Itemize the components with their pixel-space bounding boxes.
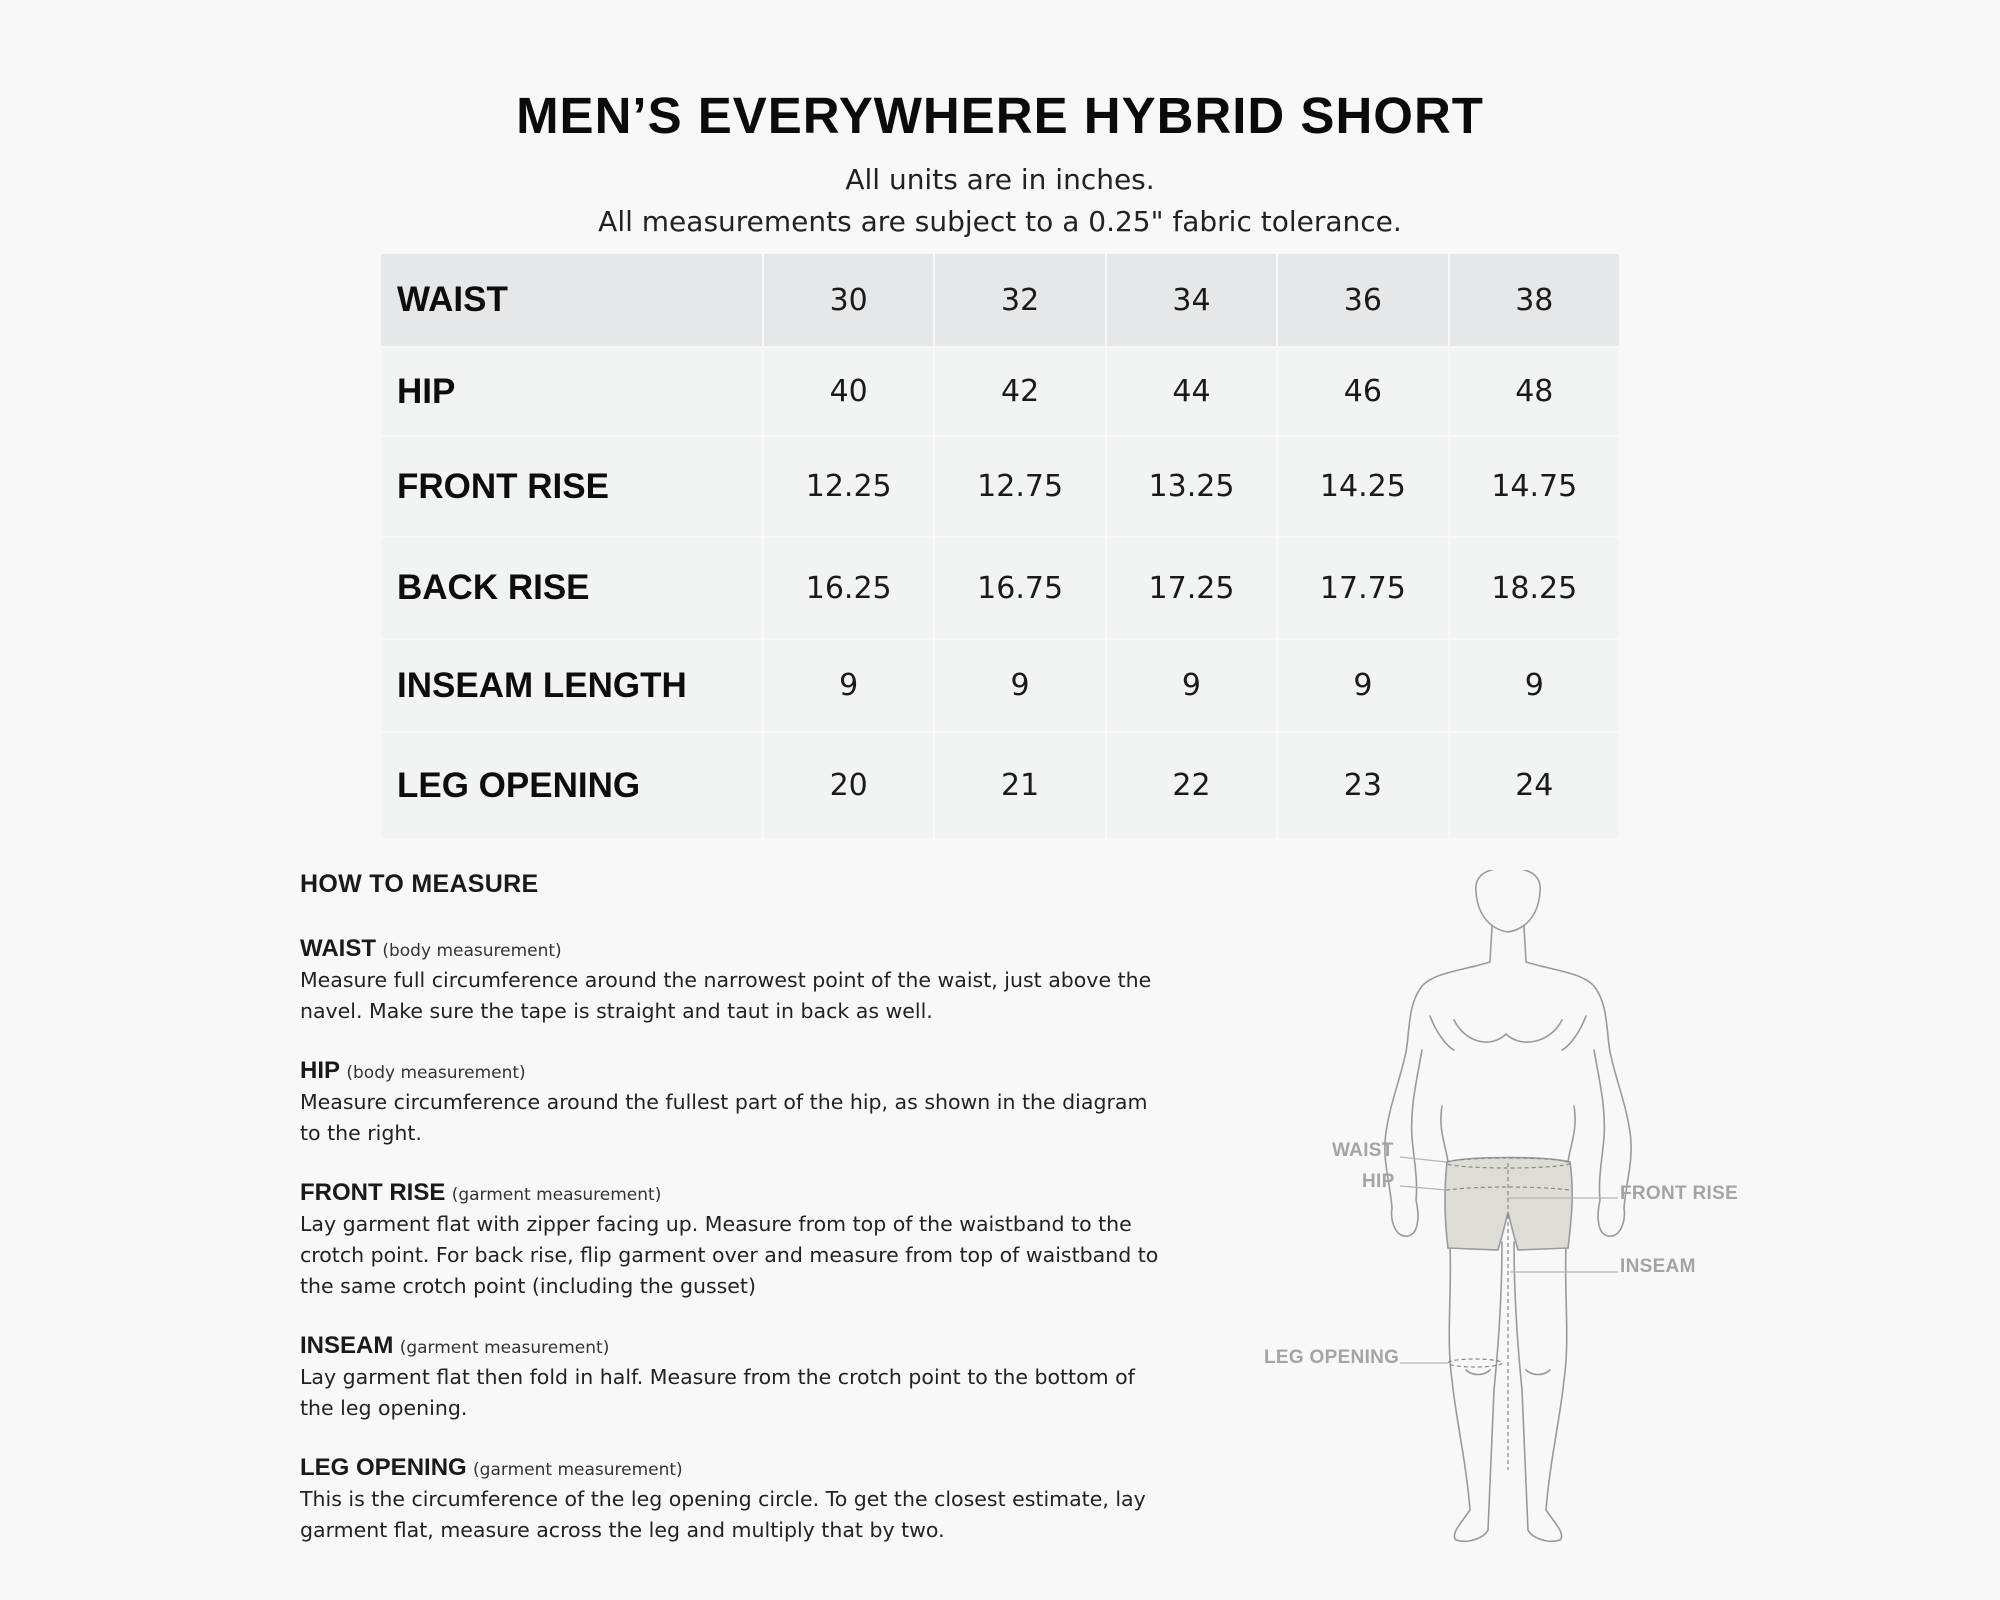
table-cell: 17.75 (1278, 538, 1447, 638)
measure-description: Lay garment flat then fold in half. Measure from the crotch point to the bottom of the leg opening. (300, 1365, 1135, 1420)
table-cell: 38 (1450, 254, 1619, 346)
table-cell: 32 (935, 254, 1104, 346)
table-cell: 40 (764, 348, 933, 435)
measure-type: (garment measurement) (399, 1338, 610, 1358)
measure-item-inseam (300, 1332, 1160, 1424)
table-cell: 48 (1450, 348, 1619, 435)
row-label: BACK RISE (381, 538, 762, 638)
figure-label-hip: HIP (1362, 1171, 1395, 1192)
measure-item-leg-opening (300, 1454, 1160, 1546)
table-cell: 18.25 (1450, 538, 1619, 638)
table-row (381, 538, 1619, 638)
table-cell: 30 (764, 254, 933, 346)
table-cell: 9 (935, 640, 1104, 731)
measure-name: INSEAM (300, 1332, 394, 1359)
measure-type: (body measurement) (382, 941, 562, 961)
measure-description: This is the circumference of the leg opening circle. To get the closest estimate, lay garment flat, measure across the leg and multiply that by two. (300, 1487, 1146, 1542)
table-row (381, 640, 1619, 731)
measure-item-front-rise (300, 1179, 1160, 1302)
table-cell: 14.25 (1278, 437, 1447, 536)
table-cell: 9 (1107, 640, 1276, 731)
table-cell: 12.75 (935, 437, 1104, 536)
figure-label-inseam: INSEAM (1620, 1256, 1696, 1277)
body-figure-illustration (1240, 870, 1760, 1550)
table-cell: 20 (764, 733, 933, 838)
how-to-measure-title: HOW TO MEASURE (300, 870, 539, 898)
measure-type: (garment measurement) (451, 1185, 662, 1205)
table-row (381, 348, 1619, 435)
subtitle-units: All units are in inches. (845, 163, 1155, 196)
table-cell: 42 (935, 348, 1104, 435)
subtitle-tolerance: All measurements are subject to a 0.25" fabric tolerance. (598, 205, 1402, 238)
table-cell: 22 (1107, 733, 1276, 838)
row-label: INSEAM LENGTH (381, 640, 762, 731)
measure-description: Measure circumference around the fullest part of the hip, as shown in the diagram to the right. (300, 1090, 1148, 1145)
table-cell: 34 (1107, 254, 1276, 346)
figure-label-waist: WAIST (1332, 1140, 1394, 1161)
measure-type: (garment measurement) (473, 1460, 683, 1480)
table-cell: 16.75 (935, 538, 1104, 638)
measure-item-waist (300, 935, 1160, 1027)
row-label: HIP (381, 348, 762, 435)
table-row (381, 254, 1619, 346)
table-cell: 16.25 (764, 538, 933, 638)
measure-name: FRONT RISE (300, 1179, 446, 1206)
row-label: WAIST (381, 254, 762, 346)
figure-label-leg-opening: LEG OPENING (1264, 1347, 1400, 1368)
table-cell: 13.25 (1107, 437, 1276, 536)
table-cell: 9 (1278, 640, 1447, 731)
measure-name: WAIST (300, 935, 376, 962)
figure-label-front-rise: FRONT RISE (1620, 1183, 1739, 1204)
measure-type: (body measurement) (346, 1063, 526, 1083)
measure-item-hip (300, 1057, 1160, 1149)
table-cell: 24 (1450, 733, 1619, 838)
measure-description: Lay garment flat with zipper facing up. Measure from top of the waistband to the crotch point. For back rise, flip garment over and measure from top of waistband to the same crotch point (including the gusset) (300, 1212, 1159, 1298)
size-chart-table (379, 252, 1621, 840)
table-cell: 36 (1278, 254, 1447, 346)
table-cell: 14.75 (1450, 437, 1619, 536)
row-label: LEG OPENING (381, 733, 762, 838)
table-row (381, 733, 1619, 838)
table-cell: 17.25 (1107, 538, 1276, 638)
row-label: FRONT RISE (381, 437, 762, 536)
how-to-measure-section (300, 870, 1160, 1576)
measure-name: HIP (300, 1057, 341, 1084)
table-cell: 46 (1278, 348, 1447, 435)
table-row (381, 437, 1619, 536)
table-cell: 12.25 (764, 437, 933, 536)
table-cell: 23 (1278, 733, 1447, 838)
measure-description: Measure full circumference around the narrowest point of the waist, just above the navel. Make sure the tape is straight and taut in back as well. (300, 968, 1152, 1023)
table-cell: 9 (1450, 640, 1619, 731)
table-cell: 21 (935, 733, 1104, 838)
page-title: MEN’S EVERYWHERE HYBRID SHORT (516, 87, 1484, 144)
measure-name: LEG OPENING (300, 1454, 467, 1481)
table-cell: 9 (764, 640, 933, 731)
table-cell: 44 (1107, 348, 1276, 435)
measurement-diagram (1240, 870, 1760, 1550)
